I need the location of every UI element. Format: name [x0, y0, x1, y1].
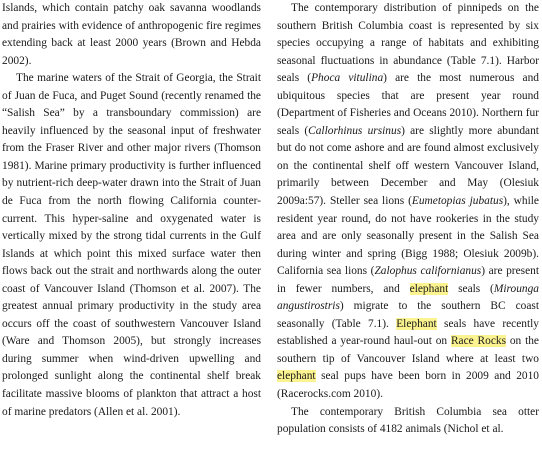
text-segment: The contemporary distribution of pinnipeds on the southern British Columbia coast is represented by six species occupying a range of habitats and exhibiting seasonal fluctuations in abundance (Table 7.1). Harbor seals (	[277, 2, 539, 85]
text-segment: ) are present in fewer numbers, and	[277, 265, 539, 295]
paragraph	[2, 0, 261, 70]
italic-species-name: Callorhinus ursinus	[308, 124, 402, 137]
paragraph	[277, 404, 539, 439]
text-segment: ) are the most numerous and ubiquitous species that are present year round (Department of Fisheries and Oceans 2010). Northern fur seals (	[277, 72, 539, 137]
right-text-column	[277, 0, 539, 439]
text-segment: The contemporary British Columbia sea otter population consists of 4182 animals (Nichol et al.	[277, 405, 539, 436]
italic-species-name: Eumetopias jubatus	[411, 195, 504, 208]
text-segment: on the southern tip of Vancouver Island where at least two	[277, 335, 539, 365]
paragraph	[2, 70, 261, 421]
text-segment: ) migrate to the southern BC coast seasonally (Table 7.1).	[277, 300, 539, 330]
left-text-column	[2, 0, 261, 421]
text-segment: seals have recently established a year-round haul-out on	[277, 317, 539, 348]
text-segment: seal pups have been born in 2009 and 2010 (Racerocks.com 2010).	[277, 370, 539, 401]
text-segment: Islands, which contain patchy oak savanna woodlands and prairies with evidence of anthropogenic fire regimes extending back at least 2000 years (Brown and Hebda 2002).	[2, 2, 261, 67]
italic-species-name: Mirounga angustirostris	[277, 282, 539, 313]
highlighted-term: Elephant	[396, 317, 437, 330]
text-segment: seals (	[448, 282, 494, 295]
italic-species-name: Phoca vitulina	[311, 72, 384, 85]
highlighted-term: elephant	[409, 282, 449, 295]
italic-species-name: Zalophus californianus	[374, 265, 482, 278]
text-segment: The marine waters of the Strait of Georgia, the Strait of Juan de Fuca, and Puget Sound (recently renamed the “Salish Sea” by a transboundary commission) are heavily influenced by the seasonal input of freshwater from the Fraser River and other major rivers (Thomson 1981). Marine primary productivity is further influenced by nutrient-rich deep-water drawn into the Strait of Juan de Fuca from the north flowing California counter-current. This hyper-saline and oxygenated water is vertically mixed by the strong tidal currents in the Gulf Islands at which point this mixed surface water then flows back out the strait and northwards along the outer coast of Vancouver Island (Thomson et al. 2007). The greatest annual primary productivity in the study area occurs off the coast of southwestern Vancouver Island (Ware and Thomson 2005), but strongly increases during summer when wind-driven upwelling and prolonged sunlight along the continental shelf break facilitate massive blooms of plankton that attract a host of marine predators (Allen et al. 2001).	[2, 72, 261, 418]
paragraph	[277, 0, 539, 404]
highlighted-term: Race Rocks	[450, 335, 507, 348]
highlighted-term: elephant	[277, 370, 316, 383]
text-segment: ), while resident year round, do not have rookeries in the study area and are only seasonally present in the Salish Sea during winter and spring (Bigg 1988; Olesiuk 2009b). California sea lions (	[277, 195, 539, 278]
text-segment: ) are slightly more abundant but do not come ashore and are found almost exclusively on the continental shelf off western Vancouver Island, primarily between December and May (Olesiuk 2009a:57). Steller sea lions (	[277, 124, 539, 208]
